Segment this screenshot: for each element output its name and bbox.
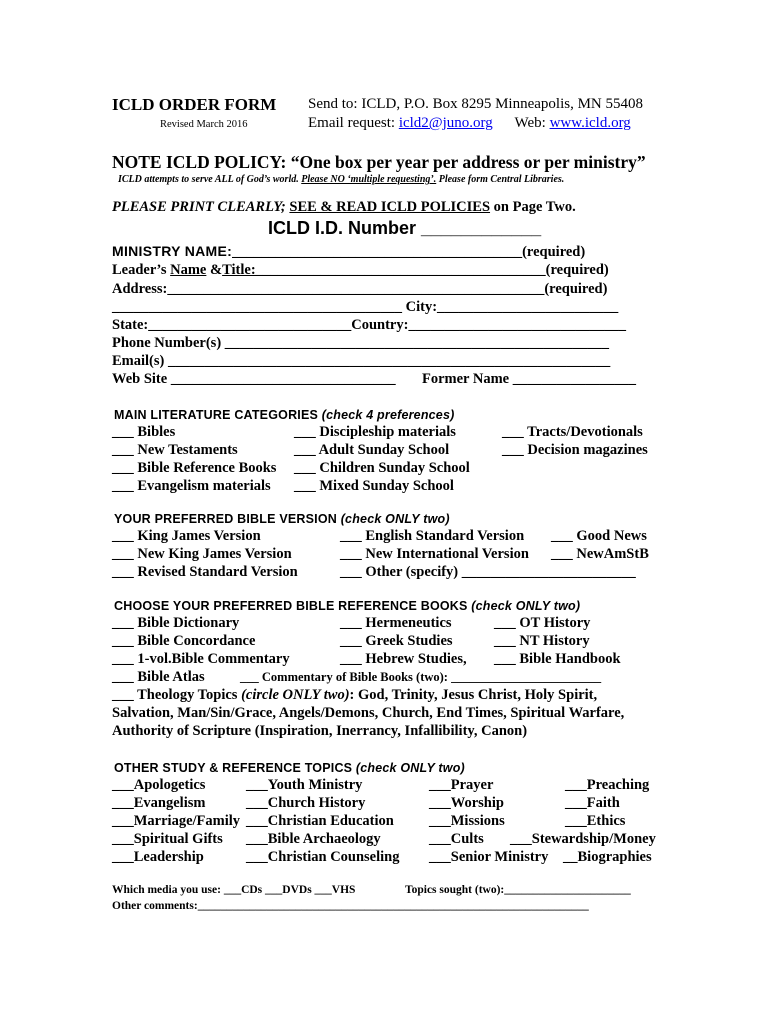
topic-item[interactable]: ___Ethics	[565, 813, 626, 829]
theology-topics-line2[interactable]: Salvation, Man/Sin/Grace, Angels/Demons, Church, End Times, Spiritual Warfare,	[112, 705, 625, 721]
leader-title-label: Title:	[222, 262, 256, 278]
web-link[interactable]: www.icld.org	[549, 115, 631, 131]
reference-item[interactable]: ___ Hermeneutics	[340, 615, 452, 631]
media-row[interactable]: Which media you use: ___CDs ___DVDs ___VHS	[112, 884, 356, 896]
topic-item[interactable]: ___Apologetics	[112, 777, 206, 793]
bible-version-other[interactable]: ___ Other (specify) ________________________	[340, 564, 636, 580]
state-country-row	[112, 317, 626, 334]
reference-hint: (check ONLY two)	[471, 599, 581, 613]
literature-heading-text: MAIN LITERATURE CATEGORIES	[114, 408, 319, 422]
policy-title: NOTE ICLD POLICY: “One box per year per address or per ministry”	[112, 152, 646, 172]
topic-item[interactable]: ___Worship	[429, 795, 504, 811]
bible-version-item[interactable]: ___ Good News	[551, 528, 647, 544]
state-label: State:	[112, 317, 149, 333]
bible-version-item[interactable]: ___ English Standard Version	[340, 528, 525, 544]
address-line2-field[interactable]: ________________________________________	[112, 299, 402, 315]
topic-item[interactable]: ___Senior Ministry	[429, 849, 549, 865]
former-name-label: Former Name	[422, 371, 510, 387]
reference-item[interactable]: ___ Bible Concordance	[112, 633, 256, 649]
reference-item[interactable]: ___ OT History	[494, 615, 591, 631]
literature-item[interactable]: ___ Children Sunday School	[294, 460, 470, 476]
bible-version-item[interactable]: ___ Revised Standard Version	[112, 564, 298, 580]
website-label: Web Site	[112, 371, 168, 387]
topic-item[interactable]: ___Christian Counseling	[246, 849, 400, 865]
print-notice	[112, 199, 576, 216]
topic-item[interactable]: ___Missions	[429, 813, 505, 829]
topic-item[interactable]: __Biographies	[563, 849, 652, 865]
city-row	[112, 299, 618, 316]
phone-label: Phone Number(s)	[112, 335, 222, 351]
reference-item[interactable]: ___ Bible Dictionary	[112, 615, 240, 631]
topic-item[interactable]: ___Marriage/Family	[112, 813, 241, 829]
literature-item[interactable]: ___ Bible Reference Books	[112, 460, 277, 476]
print-clearly: PLEASE PRINT CLEARLY;	[112, 199, 286, 215]
topic-item[interactable]: ___Youth Ministry	[246, 777, 363, 793]
email-label: Email request:	[308, 115, 396, 131]
address-row	[112, 281, 607, 298]
commentary-field[interactable]: ___ Commentary of Bible Books (two): ________________________	[240, 670, 602, 684]
topic-item[interactable]: ___Prayer	[429, 777, 494, 793]
leader-required: (required)	[545, 262, 609, 278]
ministry-name-label: MINISTRY NAME:	[112, 243, 233, 259]
literature-heading	[114, 408, 454, 422]
other-comments-field[interactable]: Other comments:____________________________________________________________________	[112, 900, 589, 912]
theology-prefix: ___ Theology Topics	[112, 687, 238, 703]
topic-item[interactable]: ___Christian Education	[246, 813, 394, 829]
literature-item[interactable]: ___ Evangelism materials	[112, 478, 271, 494]
country-label: Country:	[351, 317, 409, 333]
topic-item[interactable]: ___Faith	[565, 795, 620, 811]
policy-note-underlined: Please NO ‘multiple requesting’.	[301, 174, 437, 185]
bible-version-hint: (check ONLY two)	[340, 512, 450, 526]
bible-version-heading	[114, 512, 450, 526]
other-topics-heading	[114, 761, 465, 775]
address-field[interactable]: ____________________________________________________	[167, 281, 545, 297]
topic-item[interactable]: ___Evangelism	[112, 795, 206, 811]
reference-item[interactable]: ___ Bible Handbook	[494, 651, 621, 667]
read-policies: SEE & READ ICLD POLICIES	[289, 199, 491, 215]
print-notice-suffix: on Page Two.	[493, 199, 576, 215]
contact-line	[308, 115, 631, 132]
literature-hint: (check 4 preferences)	[321, 408, 455, 422]
former-name-row	[422, 371, 636, 388]
reference-item[interactable]: ___ NT History	[494, 633, 590, 649]
city-field[interactable]: _________________________	[437, 299, 619, 315]
reference-item[interactable]: ___ Bible Atlas	[112, 669, 205, 685]
literature-item[interactable]: ___ Decision magazines	[502, 442, 648, 458]
reference-heading	[114, 599, 580, 613]
city-label: City:	[405, 299, 438, 315]
topics-sought-field[interactable]: Topics sought (two):______________________	[405, 884, 631, 896]
bible-version-item[interactable]: ___ New King James Version	[112, 546, 292, 562]
address-required: (required)	[544, 281, 608, 297]
theology-topics-line3[interactable]: Authority of Scripture (Inspiration, Inerrancy, Infallibility, Canon)	[112, 723, 528, 739]
leader-amp: &	[210, 262, 223, 278]
literature-item[interactable]: ___ Adult Sunday School	[294, 442, 450, 458]
policy-note	[118, 174, 564, 185]
icld-id-number[interactable]: ICLD I.D. Number ____________	[268, 218, 542, 238]
bible-version-item[interactable]: ___ King James Version	[112, 528, 261, 544]
leader-row	[112, 262, 609, 279]
policy-note-prefix: ICLD attempts to serve ALL of God’s world.	[118, 174, 299, 185]
leader-name-label: Name	[170, 262, 207, 278]
form-title: ICLD ORDER FORM	[112, 95, 277, 114]
reference-item[interactable]: ___ Hebrew Studies,	[340, 651, 467, 667]
topic-item[interactable]: ___Spiritual Gifts	[112, 831, 223, 847]
literature-item[interactable]: ___ Discipleship materials	[294, 424, 456, 440]
theology-line1-suffix: : God, Trinity, Jesus Christ, Holy Spirit,	[349, 687, 598, 703]
literature-item[interactable]: ___ Mixed Sunday School	[294, 478, 454, 494]
send-to-address: Send to: ICLD, P.O. Box 8295 Minneapolis, MN 55408	[308, 96, 644, 112]
topic-item[interactable]: ___Leadership	[112, 849, 204, 865]
country-field[interactable]: ______________________________	[408, 317, 626, 333]
email-row	[112, 353, 610, 370]
topic-item[interactable]: ___Cults	[429, 831, 484, 847]
other-topics-hint: (check ONLY two)	[355, 761, 465, 775]
topic-item[interactable]: ___Bible Archaeology	[246, 831, 381, 847]
literature-item[interactable]: ___ Tracts/Devotionals	[502, 424, 643, 440]
email-field-label: Email(s)	[112, 353, 165, 369]
literature-item[interactable]: ___ Bibles	[112, 424, 176, 440]
web-label: Web:	[514, 115, 546, 131]
theology-topics-line1[interactable]	[112, 687, 597, 704]
topic-item[interactable]: ___Preaching	[565, 777, 650, 793]
bible-version-item[interactable]: ___ New International Version	[340, 546, 529, 562]
bible-version-item[interactable]: ___ NewAmStB	[551, 546, 649, 562]
topic-item[interactable]: ___Church History	[246, 795, 366, 811]
email-field[interactable]: _____________________________________________________________	[167, 353, 611, 369]
phone-row	[112, 335, 609, 352]
state-field[interactable]: ____________________________	[148, 317, 352, 333]
former-name-field[interactable]: _________________	[512, 371, 636, 387]
other-topics-heading-text: OTHER STUDY & REFERENCE TOPICS	[114, 761, 353, 775]
address-label: Address:	[112, 281, 168, 297]
ministry-name-row	[112, 243, 585, 261]
policy-note-suffix: Please form Central Libraries.	[438, 174, 565, 185]
reference-item[interactable]: ___ Greek Studies	[340, 633, 453, 649]
leader-label-prefix: Leader’s	[112, 262, 167, 278]
revised-date: Revised March 2016	[160, 119, 248, 130]
ministry-name-field[interactable]: ________________________________________	[232, 244, 523, 260]
email-link[interactable]: icld2@juno.org	[398, 115, 493, 131]
website-field[interactable]: _______________________________	[170, 371, 396, 387]
ministry-required: (required)	[522, 244, 586, 260]
literature-item[interactable]: ___ New Testaments	[112, 442, 238, 458]
reference-heading-text: CHOOSE YOUR PREFERRED BIBLE REFERENCE BOOKS	[114, 599, 468, 613]
theology-hint: (circle ONLY two)	[241, 687, 350, 703]
topic-item[interactable]: ___Stewardship/Money	[510, 831, 656, 847]
reference-item[interactable]: ___ 1-vol.Bible Commentary	[112, 651, 290, 667]
bible-version-heading-text: YOUR PREFERRED BIBLE VERSION	[114, 512, 337, 526]
leader-field[interactable]: ________________________________________	[255, 262, 546, 278]
website-row	[112, 371, 396, 388]
phone-field[interactable]: _____________________________________________________	[224, 335, 610, 351]
